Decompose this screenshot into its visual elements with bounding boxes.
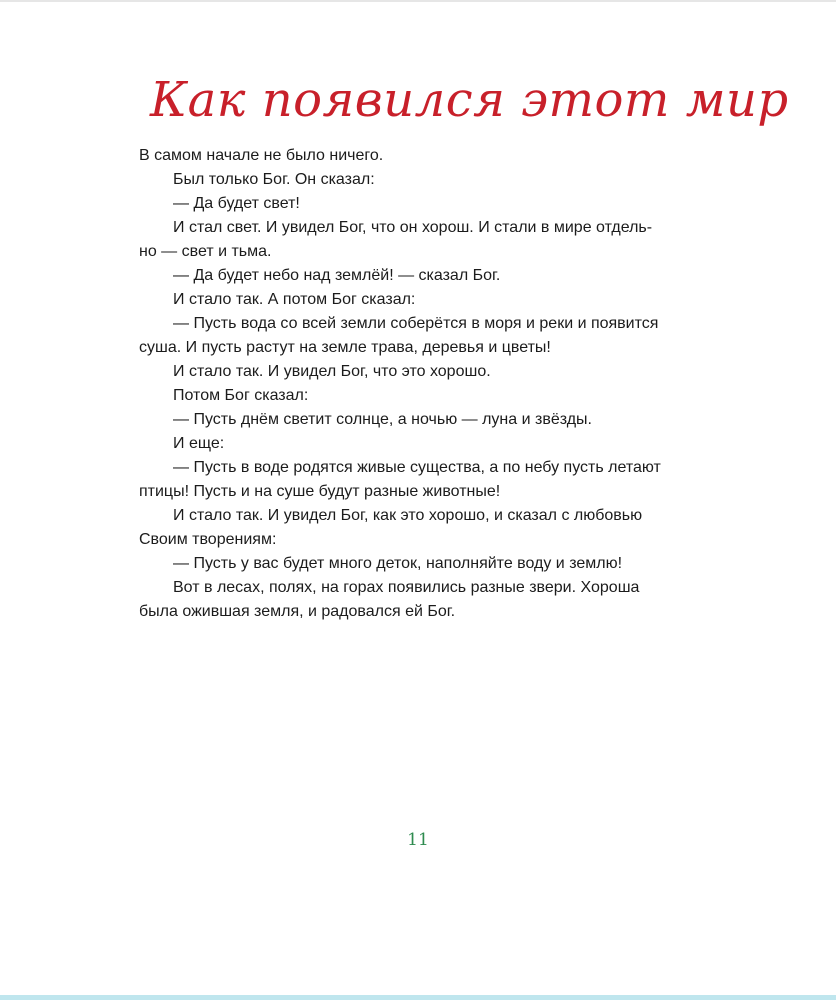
chapter-title: Как появился этот мир (150, 72, 789, 128)
text-line: Вот в лесах, полях, на горах появились разные звери. Хороша (173, 579, 640, 596)
text-line: И стало так. И увидел Бог, как это хорошо, и сказал с любовью (173, 507, 643, 524)
text-line: была ожившая земля, и радовался ей Бог. (139, 603, 456, 620)
bottom-edge (0, 995, 836, 1000)
text-line: И еще: (173, 435, 225, 452)
text-line: птицы! Пусть и на суше будут разные животные! (139, 483, 501, 500)
text-line: И стало так. А потом Бог сказал: (173, 291, 416, 308)
text-line: И стал свет. И увидел Бог, что он хорош. И стали в мире отдель- (173, 219, 653, 236)
top-divider (0, 0, 836, 2)
page-number: 11 (407, 830, 429, 850)
text-line: суша. И пусть растут на земле трава, деревья и цветы! (139, 339, 551, 356)
text-line: — Да будет свет! (173, 195, 300, 212)
text-line: — Пусть вода со всей земли соберётся в моря и реки и появится (173, 315, 659, 332)
text-line: — Да будет небо над землёй! — сказал Бог. (173, 267, 501, 284)
text-line: Потом Бог сказал: (173, 387, 309, 404)
chapter-body (139, 144, 699, 624)
text-line: Был только Бог. Он сказал: (173, 171, 375, 188)
text-line: но — свет и тьма. (139, 243, 272, 260)
text-line: Своим творениям: (139, 531, 277, 548)
text-line: И стало так. И увидел Бог, что это хорошо. (173, 363, 491, 380)
text-line: В самом начале не было ничего. (139, 147, 384, 164)
text-line: — Пусть в воде родятся живые существа, а по небу пусть летают (173, 459, 661, 476)
text-line: — Пусть днём светит солнце, а ночью — луна и звёзды. (173, 411, 592, 428)
text-line: — Пусть у вас будет много деток, наполняйте воду и землю! (173, 555, 623, 572)
